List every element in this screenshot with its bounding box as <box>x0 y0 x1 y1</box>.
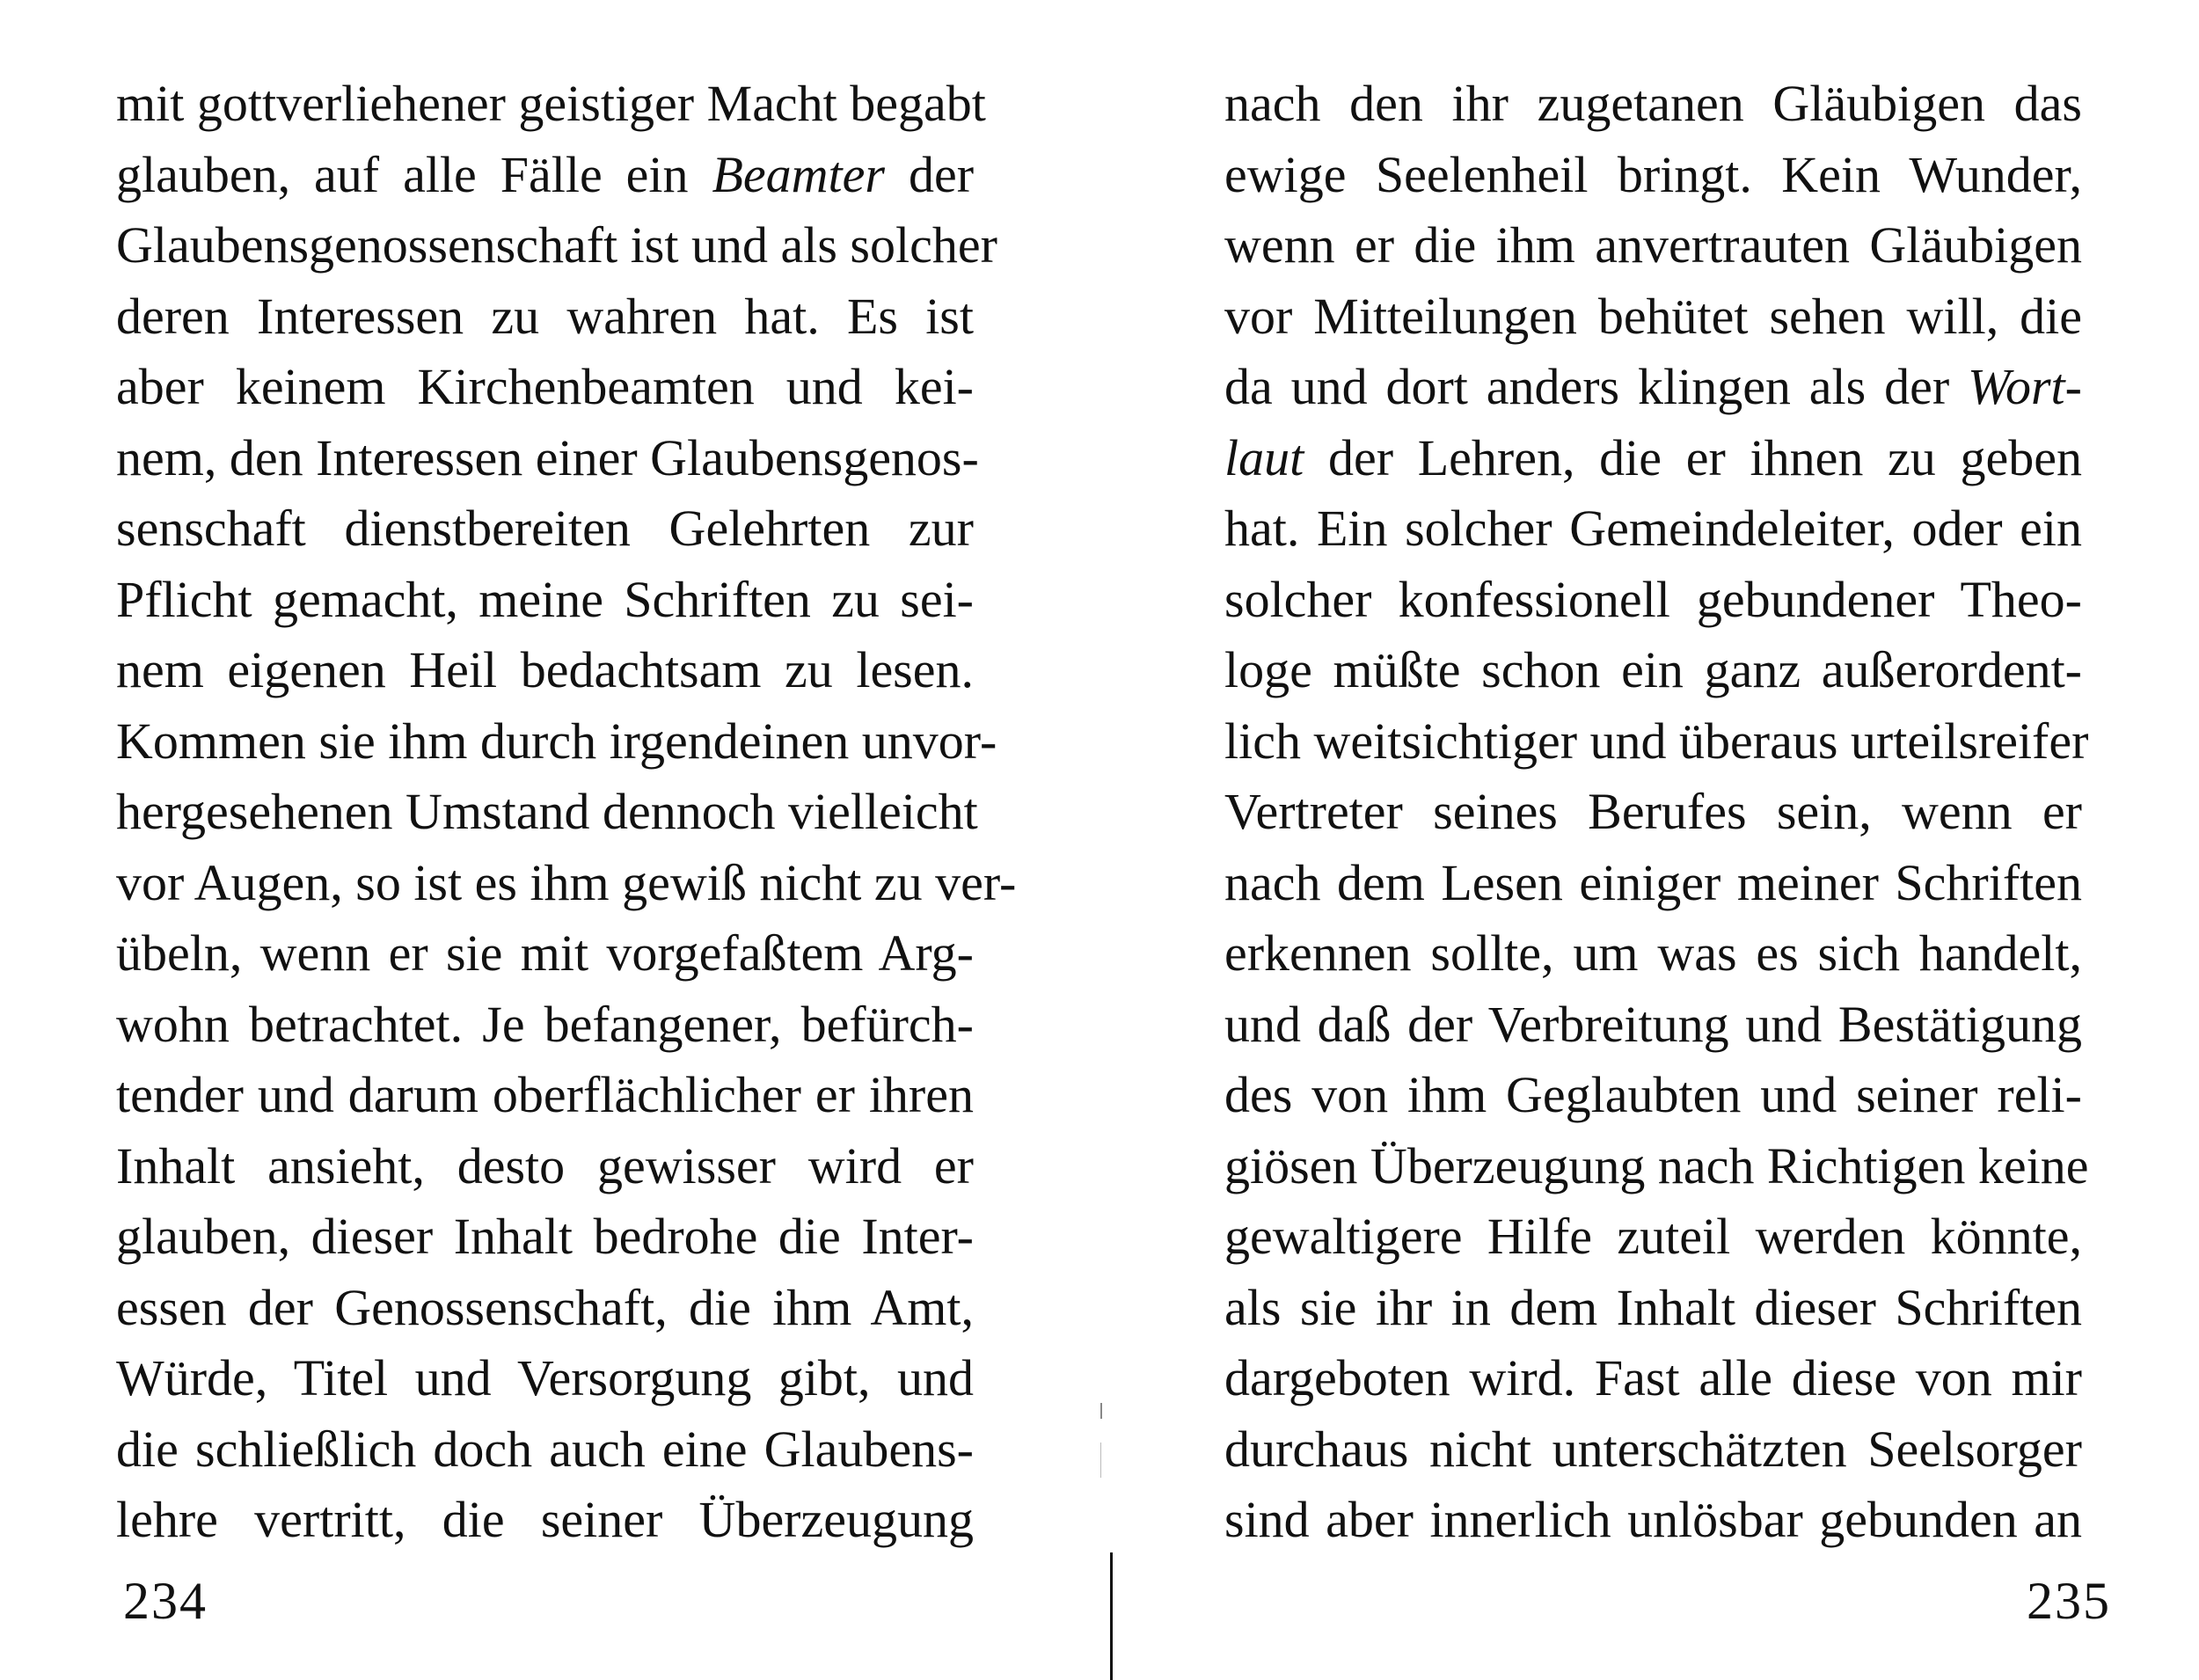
text-line: deren Interessen zu wahren hat. Es ist <box>116 287 974 345</box>
text-line: lehre vertritt, die seiner Überzeugung <box>116 1491 974 1548</box>
text-line: und daß der Verbreitung und Bestätigung <box>1224 995 2082 1053</box>
right-page <box>1100 0 2199 1680</box>
text-line: als sie ihr in dem Inhalt dieser Schriften <box>1224 1278 2082 1336</box>
text-line: loge müßte schon ein ganz außerordent- <box>1224 641 2082 698</box>
text-line: ewige Seelenheil bringt. Kein Wunder, <box>1224 145 2082 203</box>
text-line: erkennen sollte, um was es sich handelt, <box>1224 924 2082 982</box>
text-line: Pflicht gemacht, meine Schriften zu sei- <box>116 570 974 628</box>
text-line: Inhalt ansieht, desto gewisser wird er <box>116 1136 974 1194</box>
text-line: giösen Überzeugung nach Richtigen keine <box>1224 1136 2089 1194</box>
text-line: hergesehenen Umstand dennoch vielleicht <box>116 783 978 840</box>
text-line: nach dem Lesen einiger meiner Schriften <box>1224 853 2082 911</box>
text-line: glauben, dieser Inhalt bedrohe die Inter- <box>116 1208 974 1265</box>
italic-word: Beamter <box>712 145 885 203</box>
text-line: glauben, auf alle Fälle ein Beamter der <box>116 145 975 203</box>
text-line: essen der Genossenschaft, die ihm Amt, <box>116 1278 974 1336</box>
text-line: solcher konfessionell gebundener Theo- <box>1224 570 2082 628</box>
text-line: laut der Lehren, die er ihnen zu geben <box>1224 428 2083 486</box>
text-line: gewaltigere Hilfe zuteil werden könnte, <box>1224 1208 2082 1265</box>
text-line: nach den ihr zugetanen Gläubigen das <box>1224 75 2082 132</box>
page-number-left: 234 <box>123 1572 208 1630</box>
italic-word: laut <box>1224 428 1304 486</box>
text-line: vor Mitteilungen behütet sehen will, die <box>1224 287 2082 345</box>
text-line: dargeboten wird. Fast alle diese von mir <box>1224 1349 2082 1406</box>
text-line: vor Augen, so ist es ihm gewiß nicht zu ver- <box>116 853 1017 911</box>
text-line: mit gottverliehener geistiger Macht begabt <box>116 75 986 132</box>
page-number-right: 235 <box>2027 1572 2111 1630</box>
text-line: lich weitsichtiger und überaus urteilsreifer <box>1224 712 2089 770</box>
text-line: Glaubensgenossenschaft ist und als solcher <box>116 216 997 274</box>
text-line: die schließlich doch auch eine Glaubens- <box>116 1420 974 1478</box>
text-line: übeln, wenn er sie mit vorgefaßtem Arg- <box>116 924 974 982</box>
text-line: da und dort anders klingen als der Wort- <box>1224 358 2082 415</box>
text-line: sind aber innerlich unlösbar gebunden an <box>1224 1491 2082 1548</box>
text-line: Kommen sie ihm durch irgendeinen unvor- <box>116 712 997 770</box>
right-page-text <box>1224 69 2089 1556</box>
text-line: aber keinem Kirchenbeamten und kei- <box>116 358 974 415</box>
italic-word: Wort- <box>1968 358 2082 415</box>
text-line: wenn er die ihm anvertrauten Gläubigen <box>1224 216 2082 274</box>
text-line: tender und darum oberflächlicher er ihren <box>116 1066 974 1123</box>
text-line: hat. Ein solcher Gemeindeleiter, oder ein <box>1224 500 2082 557</box>
text-line: senschaft dienstbereiten Gelehrten zur <box>116 500 974 557</box>
text-line: nem, den Interessen einer Glaubensgenos- <box>116 428 979 486</box>
text-line: nem eigenen Heil bedachtsam zu lesen. <box>116 641 974 698</box>
text-line: durchaus nicht unterschätzten Seelsorger <box>1224 1420 2082 1478</box>
text-line: Würde, Titel und Versorgung gibt, und <box>116 1349 974 1406</box>
text-line: Vertreter seines Berufes sein, wenn er <box>1224 783 2082 840</box>
left-page-text <box>116 69 1017 1556</box>
text-line: des von ihm Geglaubten und seiner reli- <box>1224 1066 2082 1123</box>
text-line: wohn betrachtet. Je befangener, befürch- <box>116 995 974 1053</box>
